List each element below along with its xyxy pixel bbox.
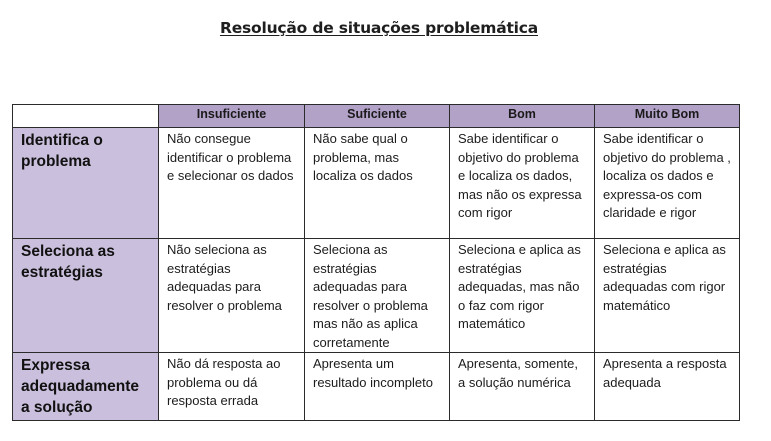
- rubric-table: [12, 104, 740, 421]
- criterion-cell: Identifica o problema: [13, 128, 159, 239]
- descriptor-cell: Sabe identificar o objetivo do problema e localiza os dados, mas não os expressa com rigor: [450, 128, 595, 239]
- descriptor-cell: Não sabe qual o problema, mas localiza os dados: [305, 128, 450, 239]
- descriptor-cell: Seleciona e aplica as estratégias adequadas, mas não o faz com rigor matemático: [450, 239, 595, 353]
- descriptor-cell: Apresenta um resultado incompleto: [305, 353, 450, 421]
- header-row: [13, 105, 740, 128]
- table-row: [13, 353, 740, 421]
- level-header-bom: Bom: [450, 105, 595, 128]
- corner-cell: [13, 105, 159, 128]
- level-header-suficiente: Suficiente: [305, 105, 450, 128]
- table-row: [13, 239, 740, 353]
- criterion-cell: Seleciona as estratégias: [13, 239, 159, 353]
- descriptor-cell: Apresenta, somente, a solução numérica: [450, 353, 595, 421]
- descriptor-cell: Seleciona e aplica as estratégias adequadas com rigor matemático: [595, 239, 740, 353]
- descriptor-cell: Não dá resposta ao problema ou dá resposta errada: [159, 353, 305, 421]
- table-row: [13, 128, 740, 239]
- descriptor-cell: Não seleciona as estratégias adequadas para resolver o problema: [159, 239, 305, 353]
- descriptor-cell: Sabe identificar o objetivo do problema , localiza os dados e expressa-os com claridade e rigor: [595, 128, 740, 239]
- page-title: Resolução de situações problemática: [219, 19, 539, 37]
- descriptor-cell: Não consegue identificar o problema e selecionar os dados: [159, 128, 305, 239]
- descriptor-cell: Seleciona as estratégias adequadas para resolver o problema mas não as aplica corretamente: [305, 239, 450, 353]
- level-header-muito-bom: Muito Bom: [595, 105, 740, 128]
- criterion-cell: Expressa adequadamente a solução: [13, 353, 159, 421]
- level-header-insuficiente: Insuficiente: [159, 105, 305, 128]
- descriptor-cell: Apresenta a resposta adequada: [595, 353, 740, 421]
